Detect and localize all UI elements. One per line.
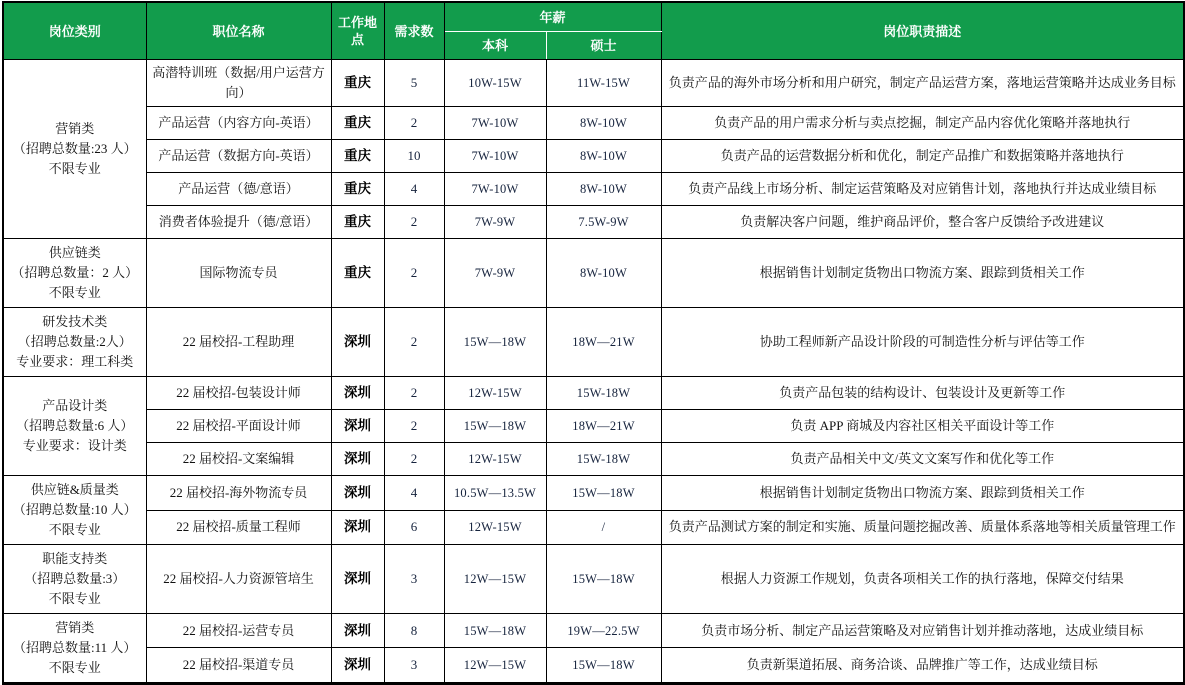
location-cell: 重庆: [331, 107, 384, 140]
demand-cell: 4: [384, 476, 444, 511]
category-line: （招聘总数量:2人）: [17, 334, 132, 349]
master-cell: 11W-15W: [546, 60, 661, 107]
description-cell: 负责产品测试方案的制定和实施、质量问题挖掘改善、质量体系落地等相关质量管理工作: [661, 510, 1184, 545]
table-row: [3, 107, 1184, 140]
bachelor-cell: 12W-15W: [444, 377, 546, 410]
master-cell: 8W-10W: [546, 239, 661, 308]
category-line: （招聘总数量:3）: [24, 571, 126, 586]
recruitment-table-container: [2, 0, 1183, 685]
location-cell: 深圳: [331, 614, 384, 648]
description-cell: 负责解决客户问题，维护商品评价，整合客户反馈给予改进建议: [661, 206, 1184, 239]
category-line: 不限专业: [48, 660, 101, 675]
position-cell: 22 届校招-文案编辑: [146, 443, 331, 476]
demand-cell: 2: [384, 308, 444, 377]
bachelor-cell: 12W—15W: [444, 545, 546, 614]
bachelor-cell: 7W-9W: [444, 206, 546, 239]
description-cell: 负责产品的用户需求分析与卖点挖掘，制定产品内容优化策略并落地执行: [661, 107, 1184, 140]
header-location: 工作地点: [331, 2, 384, 60]
bachelor-cell: 15W—18W: [444, 410, 546, 443]
category-line: （招聘总数量:11 人）: [13, 640, 137, 655]
demand-cell: 8: [384, 614, 444, 648]
location-cell: 深圳: [331, 648, 384, 684]
position-cell: 22 届校招-质量工程师: [146, 510, 331, 545]
table-row: [3, 545, 1184, 614]
location-cell: 重庆: [331, 140, 384, 173]
category-cell: [3, 476, 146, 545]
description-cell: 根据销售计划制定货物出口物流方案、跟踪到货相关工作: [661, 239, 1184, 308]
demand-cell: 6: [384, 510, 444, 545]
description-cell: 根据人力资源工作规划，负责各项相关工作的执行落地，保障交付结果: [661, 545, 1184, 614]
master-cell: 18W—21W: [546, 410, 661, 443]
bachelor-cell: 15W—18W: [444, 614, 546, 648]
demand-cell: 2: [384, 107, 444, 140]
table-row: [3, 239, 1184, 308]
demand-cell: 5: [384, 60, 444, 107]
position-cell: 22 届校招-渠道专员: [146, 648, 331, 684]
table-row: [3, 443, 1184, 476]
position-cell: 22 届校招-工程助理: [146, 308, 331, 377]
description-cell: 负责产品的运营数据分析和优化，制定产品推广和数据策略并落地执行: [661, 140, 1184, 173]
bachelor-cell: 15W—18W: [444, 308, 546, 377]
header-demand: 需求数: [384, 2, 444, 60]
master-cell: 15W-18W: [546, 377, 661, 410]
category-cell: [3, 308, 146, 377]
bachelor-cell: 7W-10W: [444, 173, 546, 206]
bachelor-cell: 7W-10W: [444, 140, 546, 173]
category-line: 不限专业: [48, 591, 101, 606]
category-line: （招聘总数量：2 人）: [11, 265, 139, 280]
description-cell: 负责新渠道拓展、商务洽谈、品牌推广等工作，达成业绩目标: [661, 648, 1184, 684]
location-cell: 深圳: [331, 545, 384, 614]
position-cell: 产品运营（德/意语）: [146, 173, 331, 206]
category-line: 不限专业: [48, 285, 101, 300]
location-cell: 重庆: [331, 60, 384, 107]
demand-cell: 2: [384, 377, 444, 410]
table-row: [3, 476, 1184, 511]
location-cell: 重庆: [331, 173, 384, 206]
master-cell: /: [546, 510, 661, 545]
master-cell: 8W-10W: [546, 107, 661, 140]
header-description: 岗位职责描述: [661, 2, 1184, 60]
table-row: [3, 206, 1184, 239]
table-row: [3, 410, 1184, 443]
bachelor-cell: 12W-15W: [444, 510, 546, 545]
category-line: 产品设计类: [42, 398, 108, 413]
recruitment-table: [2, 1, 1185, 685]
category-line: 专业要求：理工科类: [16, 354, 134, 369]
location-cell: 深圳: [331, 476, 384, 511]
demand-cell: 3: [384, 648, 444, 684]
table-row: [3, 614, 1184, 648]
header-salary-group: 年薪: [444, 2, 661, 32]
position-cell: 22 届校招-运营专员: [146, 614, 331, 648]
category-line: 营销类: [55, 620, 95, 635]
master-cell: 15W-18W: [546, 443, 661, 476]
category-line: 供应链&质量类: [30, 482, 119, 497]
description-cell: 协助工程师新产品设计阶段的可制造性分析与评估等工作: [661, 308, 1184, 377]
category-line: （招聘总数量:10 人）: [12, 502, 137, 517]
location-cell: 重庆: [331, 239, 384, 308]
master-cell: 15W—18W: [546, 545, 661, 614]
location-cell: 深圳: [331, 308, 384, 377]
location-cell: 深圳: [331, 377, 384, 410]
position-cell: 产品运营（内容方向-英语）: [146, 107, 331, 140]
bachelor-cell: 7W-10W: [444, 107, 546, 140]
category-line: （招聘总数量:6 人）: [16, 418, 134, 433]
master-cell: 19W—22.5W: [546, 614, 661, 648]
demand-cell: 3: [384, 545, 444, 614]
category-cell: [3, 60, 146, 239]
description-cell: 根据销售计划制定货物出口物流方案、跟踪到货相关工作: [661, 476, 1184, 511]
category-cell: [3, 545, 146, 614]
demand-cell: 2: [384, 410, 444, 443]
description-cell: 负责市场分析、制定产品运营策略及对应销售计划并推动落地，达成业绩目标: [661, 614, 1184, 648]
bachelor-cell: 10.5W—13.5W: [444, 476, 546, 511]
bachelor-cell: 12W—15W: [444, 648, 546, 684]
category-line: 不限专业: [48, 161, 101, 176]
category-line: 职能支持类: [42, 551, 108, 566]
category-line: 专业要求：设计类: [22, 438, 127, 453]
position-cell: 22 届校招-包装设计师: [146, 377, 331, 410]
table-row: [3, 510, 1184, 545]
category-line: 供应链类: [48, 245, 101, 260]
demand-cell: 4: [384, 173, 444, 206]
demand-cell: 2: [384, 443, 444, 476]
demand-cell: 10: [384, 140, 444, 173]
category-line: 营销类: [55, 121, 95, 136]
header-row-top: [3, 2, 1184, 32]
location-cell: 深圳: [331, 443, 384, 476]
description-cell: 负责 APP 商城及内容社区相关平面设计等工作: [661, 410, 1184, 443]
position-cell: 22 届校招-海外物流专员: [146, 476, 331, 511]
position-cell: 产品运营（数据方向-英语）: [146, 140, 331, 173]
demand-cell: 2: [384, 239, 444, 308]
master-cell: 7.5W-9W: [546, 206, 661, 239]
header-master: 硕士: [546, 32, 661, 60]
description-cell: 负责产品相关中文/英文文案写作和优化等工作: [661, 443, 1184, 476]
category-line: 研发技术类: [42, 314, 108, 329]
category-cell: [3, 239, 146, 308]
job-table-body: [3, 60, 1184, 684]
position-cell: 消费者体验提升（德/意语）: [146, 206, 331, 239]
description-cell: 负责产品的海外市场分析和用户研究，制定产品运营方案，落地运营策略并达成业务目标: [661, 60, 1184, 107]
table-row: [3, 648, 1184, 684]
location-cell: 重庆: [331, 206, 384, 239]
bachelor-cell: 12W-15W: [444, 443, 546, 476]
table-row: [3, 308, 1184, 377]
master-cell: 8W-10W: [546, 173, 661, 206]
category-line: 不限专业: [48, 522, 101, 537]
table-header: [3, 2, 1184, 60]
category-cell: [3, 614, 146, 684]
bachelor-cell: 10W-15W: [444, 60, 546, 107]
table-row: [3, 173, 1184, 206]
master-cell: 18W—21W: [546, 308, 661, 377]
master-cell: 15W—18W: [546, 476, 661, 511]
header-position: 职位名称: [146, 2, 331, 60]
category-cell: [3, 377, 146, 476]
position-cell: 22 届校招-平面设计师: [146, 410, 331, 443]
location-cell: 深圳: [331, 410, 384, 443]
position-cell: 22 届校招-人力资源管培生: [146, 545, 331, 614]
header-category: 岗位类别: [3, 2, 146, 60]
position-cell: 国际物流专员: [146, 239, 331, 308]
master-cell: 15W—18W: [546, 648, 661, 684]
demand-cell: 2: [384, 206, 444, 239]
description-cell: 负责产品线上市场分析、制定运营策略及对应销售计划，落地执行并达成业绩目标: [661, 173, 1184, 206]
position-cell: 高潜特训班（数据/用户运营方向）: [146, 60, 331, 107]
table-row: [3, 60, 1184, 107]
category-line: （招聘总数量:23 人）: [12, 141, 137, 156]
table-row: [3, 377, 1184, 410]
description-cell: 负责产品包装的结构设计、包装设计及更新等工作: [661, 377, 1184, 410]
table-row: [3, 140, 1184, 173]
bachelor-cell: 7W-9W: [444, 239, 546, 308]
header-bachelor: 本科: [444, 32, 546, 60]
master-cell: 8W-10W: [546, 140, 661, 173]
location-cell: 深圳: [331, 510, 384, 545]
